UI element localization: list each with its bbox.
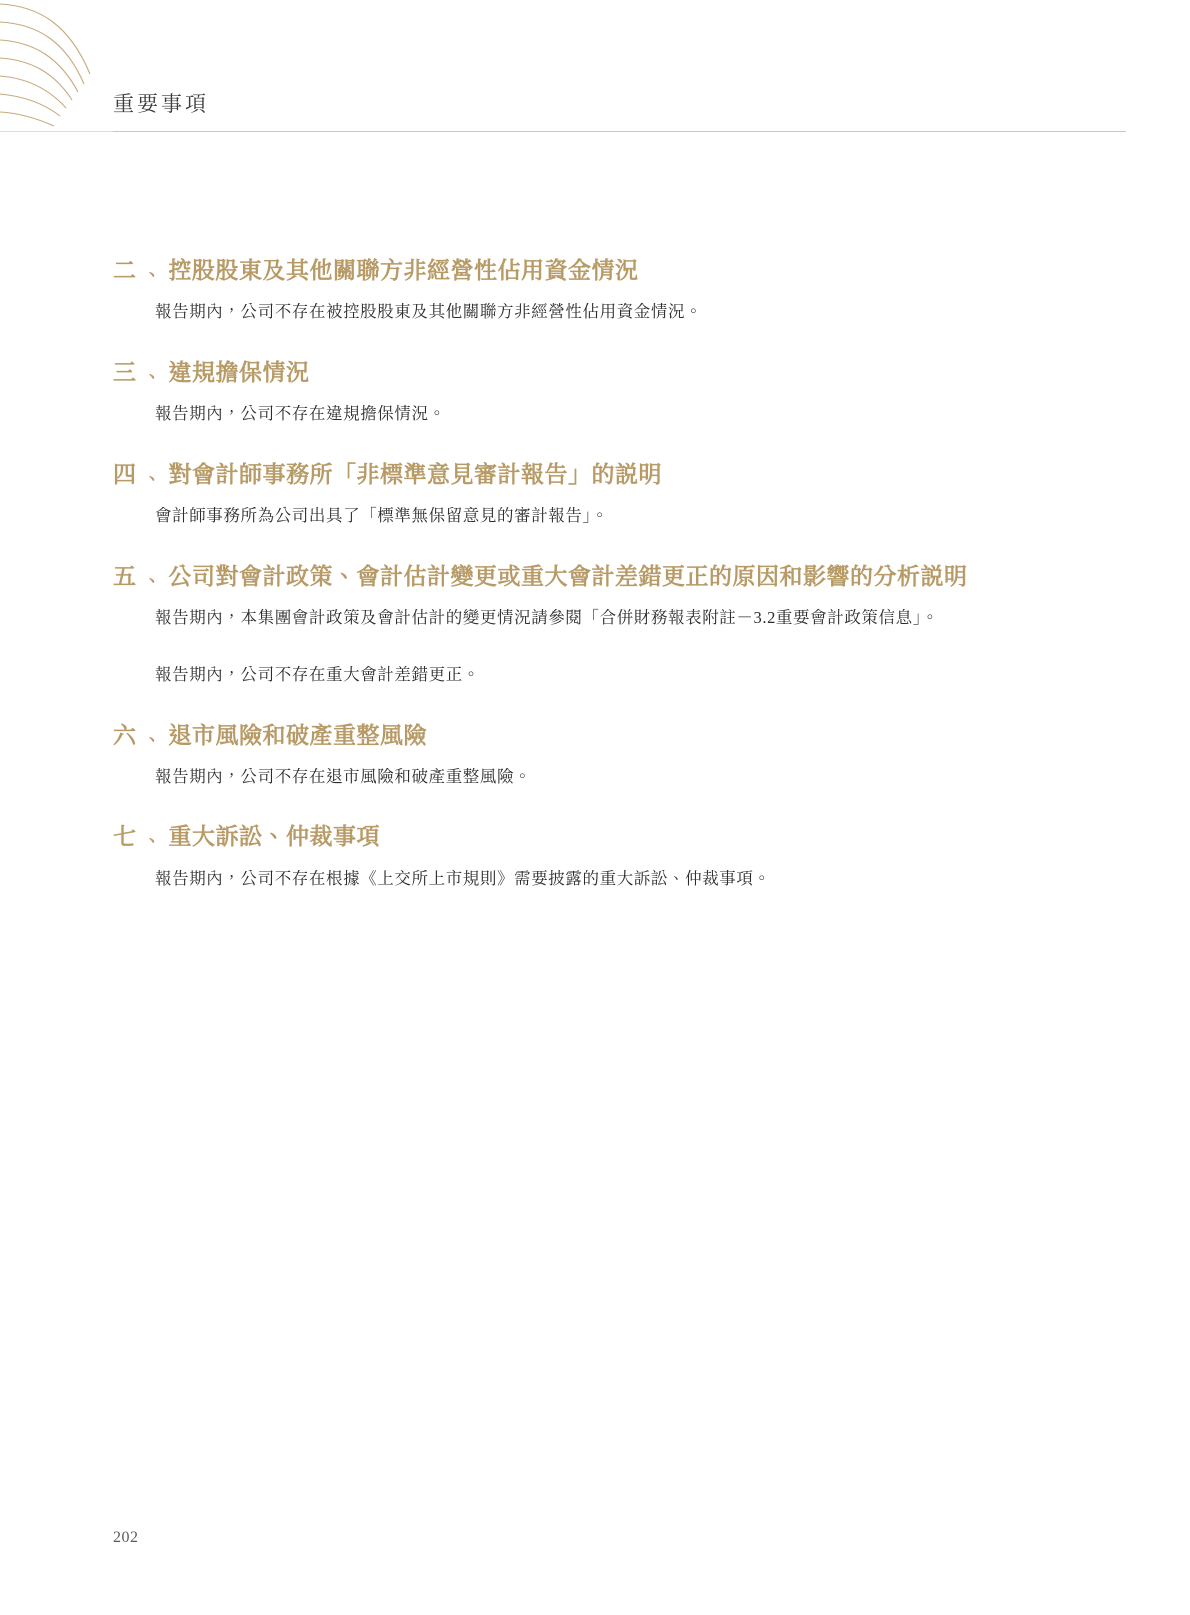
section-6-heading [113,720,1123,751]
section-3-heading [113,357,1123,388]
section-4-title: 對會計師事務所「非標準意見審計報告」的説明 [168,461,662,487]
header-divider-left [0,131,113,132]
section-5-paragraph-2: 報告期內，公司不存在重大會計差錯更正。 [155,664,480,684]
section-6-paragraph-1: 報告期內，公司不存在退市風險和破產重整風險。 [155,766,532,786]
header-divider [113,131,1126,132]
section-5 [113,561,1123,690]
section-7-title: 重大訴訟、仲裁事項 [168,824,380,850]
section-6 [113,720,1123,792]
section-7-number: 七 [113,824,137,850]
section-5-body [113,604,1123,690]
section-2-heading [113,255,1123,286]
section-5-heading [113,561,1123,592]
section-3-body [113,400,1123,429]
page-header [0,0,1190,133]
section-3-title: 違規擔保情況 [168,359,310,385]
section-7 [113,821,1123,893]
section-4-number: 四 [113,461,137,487]
section-4-paragraph-1: 會計師事務所為公司出具了「標準無保留意見的審計報告」。 [155,505,609,525]
document-body [113,255,1123,923]
section-2-paragraph-1: 報告期內，公司不存在被控股股東及其他關聯方非經營性佔用資金情況。 [155,302,703,322]
page-title: 重要事項 [113,92,209,116]
section-3-paragraph-1: 報告期內，公司不存在違規擔保情況。 [155,403,446,423]
section-4-body [113,502,1123,531]
section-3-number: 三 [113,359,137,385]
section-7-separator: 、 [149,826,167,846]
section-7-body [113,865,1123,894]
section-5-number: 五 [113,563,137,589]
section-6-title: 退市風險和破產重整風險 [168,722,427,748]
section-4 [113,459,1123,531]
section-7-paragraph-1: 報告期內，公司不存在根據《上交所上市規則》需要披露的重大訴訟、仲裁事項。 [155,868,771,888]
section-5-title: 公司對會計政策、會計估計變更或重大會計差錯更正的原因和影響的分析説明 [168,563,968,589]
section-4-separator: 、 [149,463,167,483]
section-2-separator: 、 [149,260,167,279]
section-6-number: 六 [113,722,137,748]
section-4-heading [113,459,1123,490]
section-7-heading [113,821,1123,852]
section-5-paragraph-1: 報告期內，本集團會計政策及會計估計的變更情況請參閱「合併財務報表附註－3.2重要會計政策信息」。 [155,607,939,627]
section-2-body [113,298,1123,327]
section-2-number: 二 [113,258,137,283]
section-5-separator: 、 [149,565,167,585]
section-2 [113,255,1123,327]
section-6-body [113,763,1123,792]
page-number: 202 [113,1529,139,1546]
section-2-title: 控股股東及其他關聯方非經營性佔用資金情況 [168,258,639,283]
section-3-separator: 、 [149,361,167,381]
section-3 [113,357,1123,429]
section-6-separator: 、 [149,724,167,744]
